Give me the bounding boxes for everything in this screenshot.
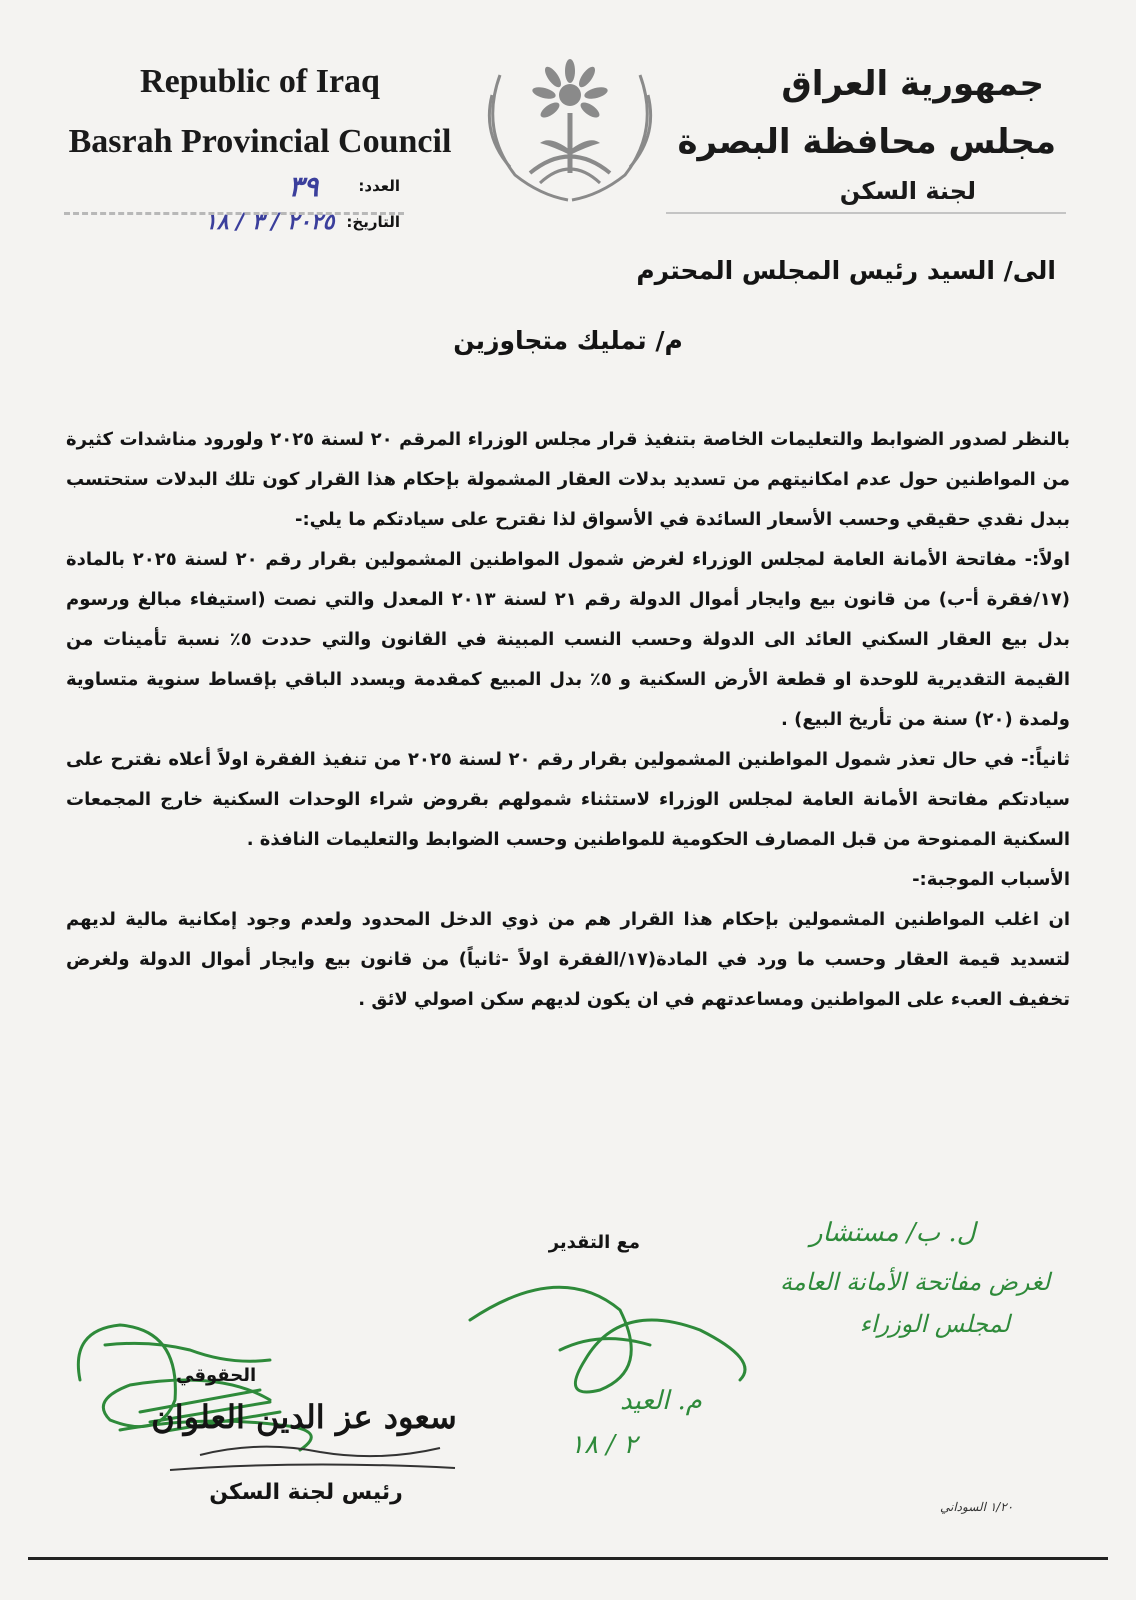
signature-title: الحقوقي [176,1365,257,1386]
handwritten-note-line-4: م. العيد [620,1386,702,1416]
footer-initials: ١/٢٠ السوداني [940,1500,1014,1514]
letter-number-value: ٣٩ [288,169,319,203]
handwritten-note-line-2: لغرض مفاتحة الأمانة العامة [779,1268,1050,1296]
body-reasons: ان اغلب المواطنين المشمولين بإحكام هذا القرار هم من ذوي الدخل المحدود ولعدم وجود إمكانية مالية لديهم لتسديد قيمة العقار وحسب ما ورد في المادة(١٧/الفقرة اولاً -ثانياً) من قانون بيع وايجار أموال الدولة ولغرض تخفيف العبء على المواطنين ومساعدتهم في ان يكون لديهم سكن اصولي لائق . [66,909,1070,1010]
signature-name: سعود عز الدين العلوان [151,1398,457,1436]
letterhead-divider-right [666,212,1066,214]
letterhead-arabic [656,62,1056,206]
body-reasons-title: الأسباب الموجبة:- [912,869,1070,890]
letterhead-country-en: Republic of Iraq [140,63,380,100]
letter-date-value: ٢٠٢٥ / ٣ / ١٨ [204,209,335,235]
letter-number-row [140,168,400,204]
body-point-1: اولاً:- مفاتحة الأمانة العامة لمجلس الوزراء لغرض شمول المواطنين المشمولين بقرار رقم ٢٠ لسنة ٢٠٢٥ بالمادة (١٧/فقرة أ-ب) من قانون بيع وايجار أموال الدولة رقم ٢١ لسنة ٢٠١٣ المعدل والتي نصت (استيفاء مبالغ ورسوم بدل بيع العقار السكني العائد الى الدولة وحسب النسب المبينة في القانون والتي حددت ٥٪ نسبة تأمينات من القيمة التقديرية للوحدة او قطعة الأرض السكنية و ٥٪ بدل المبيع كمقدمة ويسدد الباقي بإقساط سنوية متساوية ولمدة (٢٠) سنة من تأريخ البيع) . [66,549,1071,730]
letter-closing: مع التقدير [548,1232,640,1253]
letterhead-council-en: Basrah Provincial Council [68,123,452,160]
council-emblem-icon [470,55,670,205]
letter-number-label: العدد: [358,177,400,195]
letterhead-divider-left [64,212,404,215]
letter-subject: م/ تمليك متجاوزين [453,326,683,355]
signature-role: رئيس لجنة السكن [209,1480,403,1505]
letter-body [66,420,1070,1020]
handwritten-note-line-1: ل. ب/ مستشار [810,1218,976,1248]
letter-date-row [140,204,400,240]
letterhead-country-ar: جمهورية العراق [781,64,1044,104]
handwritten-note-date: ٢ / ١٨ [570,1430,638,1460]
footer-divider [28,1557,1108,1560]
body-intro: بالنظر لصدور الضوابط والتعليمات الخاصة بتنفيذ قرار مجلس الوزراء المرقم ٢٠ لسنة ٢٠٢٥ ولورود مناشدات كثيرة من المواطنين حول عدم امكانيتهم من تسديد بدلات العقار المشمولة بإحكام هذا القرار كون تلك البدلات ستحتسب ببدل نقدي حقيقي وحسب الأسعار السائدة في الأسواق لذا نقترح على سيادتكم ما يلي:- [66,429,1071,530]
letter-addressee: الى/ السيد رئيس المجلس المحترم [636,256,1056,285]
letterhead-committee-ar: لجنة السكن [839,177,976,205]
letterhead-english [60,62,460,162]
letterhead-council-ar: مجلس محافظة البصرة [677,122,1056,162]
body-point-2: ثانياً:- في حال تعذر شمول المواطنين المشمولين بقرار رقم ٢٠ لسنة ٢٠٢٥ من تنفيذ الفقرة اولاً أعلاه نقترح على سيادتكم مفاتحة الأمانة العامة لمجلس الوزراء لاستثناء شمولهم بقروض شراء الوحدات السكنية خارج المجمعات السكنية الممنوحة من قبل المصارف الحكومية للمواطنين وحسب الضوابط والتعليمات النافذة . [66,749,1070,850]
letter-date-label: التاريخ: [346,213,400,231]
handwritten-note-line-3: لمجلس الوزراء [859,1310,1010,1338]
letter-meta [140,168,400,240]
